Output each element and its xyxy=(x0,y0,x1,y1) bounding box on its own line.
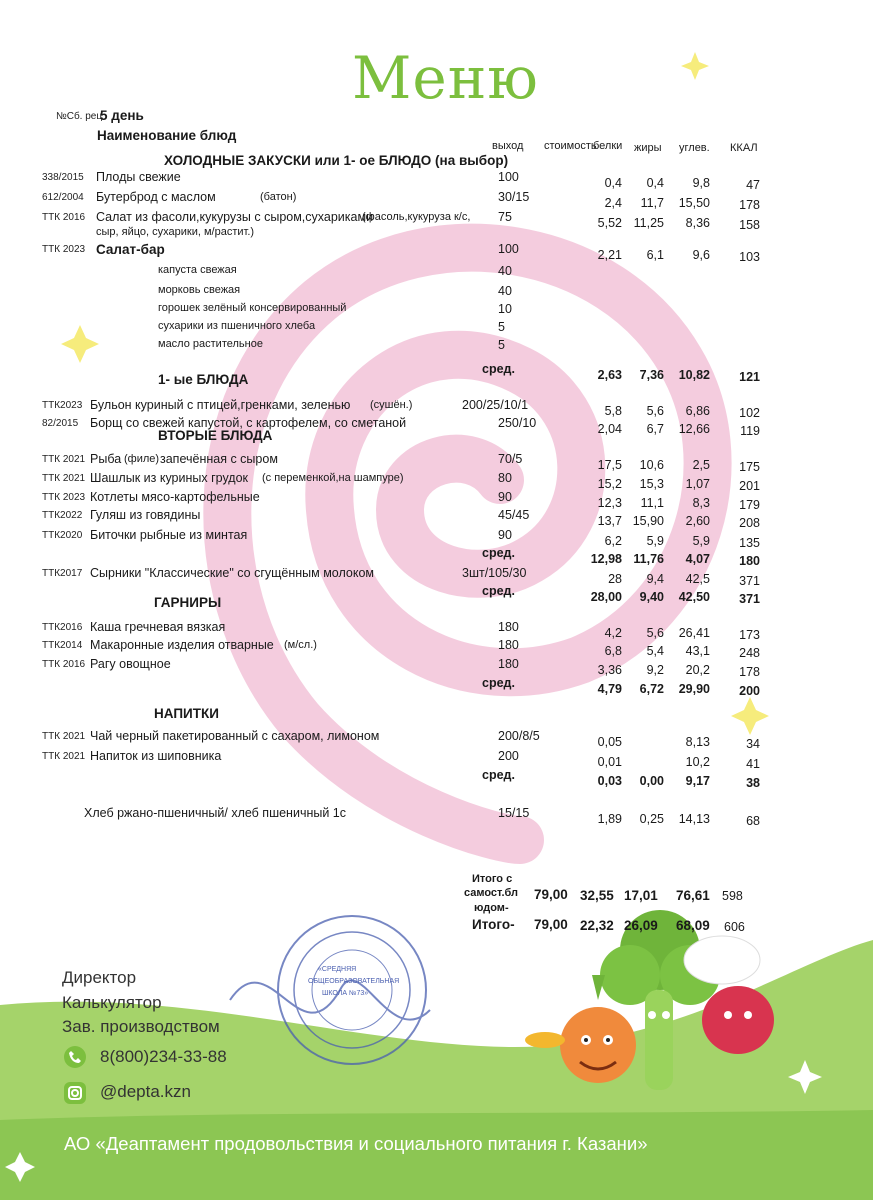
dish-name: Рагу овощное xyxy=(90,657,171,671)
dish-output: 5 xyxy=(498,338,505,352)
dish-carbs: 42,50 xyxy=(678,590,710,604)
dish-kcal: 38 xyxy=(746,776,760,790)
dish-output: сред. xyxy=(482,362,515,376)
page-title: Меню xyxy=(352,44,539,112)
dish-kcal: 173 xyxy=(739,628,760,642)
row-code: ТТК 2023 xyxy=(42,244,86,255)
dish-name: масло растительное xyxy=(158,338,263,350)
phone-number[interactable]: 8(800)234-33-88 xyxy=(100,1047,227,1066)
row-code: 82/2015 xyxy=(42,418,79,429)
dish-fats: 5,9 xyxy=(646,534,664,548)
dish-output: 15/15 xyxy=(498,806,530,820)
dish-output: сред. xyxy=(482,546,515,560)
dish-carbs: 43,1 xyxy=(685,644,710,658)
dish-kcal: 371 xyxy=(739,592,760,606)
dish-output: 200/8/5 xyxy=(498,729,540,743)
dish-output: 180 xyxy=(498,638,519,652)
dish-proteins: 12,3 xyxy=(597,496,622,510)
dish-fats: 9,2 xyxy=(646,663,664,677)
row-code: ТТК 2023 xyxy=(42,492,86,503)
totals-1-proteins: 32,55 xyxy=(580,888,614,903)
dish-carbs: 29,90 xyxy=(678,682,710,696)
dish-fats: 9,40 xyxy=(639,590,664,604)
totals-1-kcal: 598 xyxy=(722,889,743,903)
dish-output: сред. xyxy=(482,768,515,782)
dish-output: сред. xyxy=(482,676,515,690)
dish-fats: 5,4 xyxy=(646,644,664,658)
section-second: ВТОРЫЕ БЛЮДА xyxy=(158,428,273,443)
dish-kcal: 180 xyxy=(739,554,760,568)
dish-name: Рыба xyxy=(90,452,122,466)
dish-proteins: 5,52 xyxy=(597,216,622,230)
dish-kcal: 158 xyxy=(739,218,760,232)
dish-carbs: 8,3 xyxy=(692,496,710,510)
dish-carbs: 6,86 xyxy=(685,404,710,418)
dish-carbs: 15,50 xyxy=(678,196,710,210)
dish-proteins: 28,00 xyxy=(590,590,622,604)
section-cold: ХОЛОДНЫЕ ЗАКУСКИ или 1- ое БЛЮДО (на выбор) xyxy=(164,153,509,168)
dish-fats: 6,7 xyxy=(646,422,664,436)
dish-fats: 9,4 xyxy=(646,572,664,586)
dish-fats: 11,76 xyxy=(633,552,664,566)
section-drinks: НАПИТКИ xyxy=(154,706,219,721)
dish-name: Плоды свежие xyxy=(96,170,181,184)
dish-proteins: 1,89 xyxy=(597,812,622,826)
dish-carbs: 10,82 xyxy=(678,368,710,382)
dish-carbs: 8,36 xyxy=(685,216,710,230)
row-code: ТТК2022 xyxy=(42,510,83,521)
dish-kcal: 371 xyxy=(739,574,760,588)
dish-output: 40 xyxy=(498,264,512,278)
dish-proteins: 5,8 xyxy=(604,404,622,418)
dish-output: 3шт/105/30 xyxy=(462,566,527,580)
dish-output: 100 xyxy=(498,242,519,256)
phone-icon xyxy=(64,1046,86,1068)
dish-proteins: 0,4 xyxy=(604,176,622,190)
instagram-icon xyxy=(64,1082,86,1104)
dish-name: Каша гречневая вязкая xyxy=(90,620,226,634)
dish-note: (с переменкой,на шампуре) xyxy=(262,472,404,484)
dish-carbs: 2,5 xyxy=(692,458,710,472)
dish-proteins: 2,21 xyxy=(597,248,622,262)
dish-carbs: 2,60 xyxy=(685,514,710,528)
dish-output: 75 xyxy=(498,210,512,224)
dish-name: Котлеты мясо-картофельные xyxy=(90,490,260,504)
totals-2-proteins: 22,32 xyxy=(580,918,614,933)
dish-output: сред. xyxy=(482,584,515,598)
header-output: выход xyxy=(492,140,524,152)
dish-proteins: 17,5 xyxy=(597,458,622,472)
row-code: ТТК2017 xyxy=(42,568,83,579)
dish-kcal: 47 xyxy=(746,178,760,192)
dish-fats: 0,00 xyxy=(639,774,664,788)
day-label: 5 день xyxy=(100,108,144,123)
dish-output: 80 xyxy=(498,471,512,485)
dish-name: Биточки рыбные из минтая xyxy=(90,528,248,542)
dish-proteins: 0,01 xyxy=(597,755,622,769)
dish-note: (сушён.) xyxy=(370,399,413,411)
dish-note: (батон) xyxy=(260,191,297,203)
dish-output: 90 xyxy=(498,490,512,504)
dish-carbs: 20,2 xyxy=(685,663,710,677)
dish-carbs: 8,13 xyxy=(685,735,710,749)
totals-label-2: Итого- xyxy=(472,917,515,932)
dish-name: Чай черный пакетированный с сахаром, лимоном xyxy=(90,729,380,743)
dish-fats: 6,72 xyxy=(639,682,664,696)
dish-note: (м/сл.) xyxy=(284,639,317,651)
dish-fats: 15,90 xyxy=(632,514,664,528)
dish-name: Сырники "Классические" со сгущённым молоком xyxy=(90,566,375,580)
dish-fats: 15,3 xyxy=(639,477,664,491)
dish-proteins: 2,04 xyxy=(597,422,622,436)
stamp-line-2: ОБЩЕОБРАЗОВАТЕЛЬНАЯ xyxy=(308,978,400,985)
header-name: Наименование блюд xyxy=(97,128,237,143)
row-code: ТТК 2021 xyxy=(42,731,86,742)
dish-carbs: 14,13 xyxy=(678,812,710,826)
dish-proteins: 6,8 xyxy=(604,644,622,658)
section-first: 1- ые БЛЮДА xyxy=(158,372,249,387)
dish-name: Шашлык из куриных грудок xyxy=(90,471,249,485)
dish-kcal: 179 xyxy=(739,498,760,512)
dish-kcal: 103 xyxy=(739,250,760,264)
row-code: 612/2004 xyxy=(42,192,84,203)
dish-note: (фасоль,кукуруза к/с, xyxy=(362,211,471,223)
dish-name: Бульон куриный с птицей,гренками, зеленью xyxy=(90,398,351,412)
dish-proteins: 12,98 xyxy=(590,552,622,566)
dish-proteins: 4,2 xyxy=(604,626,622,640)
dish-fats: 11,7 xyxy=(640,196,664,210)
dish-name: морковь свежая xyxy=(158,284,241,296)
header-cost: стоимость xyxy=(544,140,597,152)
row-code: ТТК2020 xyxy=(42,530,83,541)
dish-name: Макаронные изделия отварные xyxy=(90,638,274,652)
dish-output: 5 xyxy=(498,320,505,334)
dish-kcal: 34 xyxy=(746,737,760,751)
dish-output: 100 xyxy=(498,170,519,184)
dish-carbs: 4,07 xyxy=(685,552,710,566)
dish-name: Салат из фасоли,кукурузы с сыром,сухариками xyxy=(96,210,374,224)
dish-carbs: 10,2 xyxy=(685,755,710,769)
totals-1-cost: 79,00 xyxy=(534,887,568,902)
row-code: ТТК 2021 xyxy=(42,751,86,762)
dish-output: 90 xyxy=(498,528,512,542)
totals-label-1c: юдом- xyxy=(474,902,509,914)
dish-fats: 11,25 xyxy=(633,216,664,230)
totals-label-1b: самост.бл xyxy=(464,887,519,899)
dish-carbs: 9,6 xyxy=(692,248,710,262)
dish-kcal: 119 xyxy=(740,424,760,438)
dish-kcal: 41 xyxy=(746,757,760,771)
dish-name: Бутерброд с маслом xyxy=(96,190,216,204)
row-code: ТТК 2021 xyxy=(42,454,86,465)
header-fats: жиры xyxy=(634,142,662,154)
dish-kcal: 175 xyxy=(739,460,760,474)
totals-2-carbs: 68,09 xyxy=(676,918,710,933)
row-code: ТТК 2016 xyxy=(42,212,86,223)
dish-carbs: 12,66 xyxy=(678,422,710,436)
row-code: ТТК2014 xyxy=(42,640,83,651)
dish-output: 200 xyxy=(498,749,519,763)
section-sides: ГАРНИРЫ xyxy=(154,595,222,610)
dish-output: 250/10 xyxy=(498,416,537,430)
dish-name: горошек зелёный консервированный xyxy=(158,302,347,314)
day-code: №Сб. рец xyxy=(56,111,103,122)
dish-note: (филе) xyxy=(124,453,160,465)
totals-label-1a: Итого с xyxy=(472,873,513,885)
dish-fats: 7,36 xyxy=(639,368,664,382)
instagram-handle[interactable]: @depta.kzn xyxy=(100,1082,191,1101)
stamp-line-1: «СРЕДНЯЯ xyxy=(318,966,357,973)
dish-proteins: 4,79 xyxy=(597,682,622,696)
signature-director: Директор xyxy=(62,968,137,987)
dish-name: капуста свежая xyxy=(158,264,237,276)
row-code: 338/2015 xyxy=(42,172,84,183)
company-name: АО «Деаптамент продовольствия и социального питания г. Казани» xyxy=(64,1133,648,1154)
dish-output: 30/15 xyxy=(498,190,530,204)
dish-fats: 6,1 xyxy=(646,248,664,262)
dish-kcal: 178 xyxy=(739,665,760,679)
dish-proteins: 6,2 xyxy=(604,534,622,548)
signature-production: Зав. производством xyxy=(62,1017,220,1036)
totals-1-fats: 17,01 xyxy=(624,888,658,903)
dish-output: 200/25/10/1 xyxy=(462,398,529,412)
row-code: ТТК2023 xyxy=(42,400,83,411)
dish-kcal: 68 xyxy=(746,814,760,828)
header-carbs: углев. xyxy=(679,142,710,154)
totals-2-fats: 26,09 xyxy=(624,918,658,933)
signature-calculator: Калькулятор xyxy=(62,993,162,1012)
totals-2-kcal: 606 xyxy=(724,920,745,934)
dish-kcal: 121 xyxy=(739,370,760,384)
dish-fats: 0,25 xyxy=(639,812,664,826)
dish-kcal: 248 xyxy=(739,646,760,660)
dish-name: Борщ со свежей капустой, с картофелем, со сметаной xyxy=(90,416,407,430)
dish-proteins: 2,63 xyxy=(597,368,622,382)
dish-proteins: 15,2 xyxy=(597,477,622,491)
dish-fats: 5,6 xyxy=(646,404,664,418)
dish-output: 40 xyxy=(498,284,512,298)
dish-fats: 11,1 xyxy=(640,496,664,510)
dish-proteins: 0,03 xyxy=(597,774,622,788)
dish-carbs: 42,5 xyxy=(685,572,710,586)
dish-proteins: 2,4 xyxy=(604,196,622,210)
dish-kcal: 208 xyxy=(739,516,760,530)
dish-proteins: 3,36 xyxy=(597,663,622,677)
dish-fats: 0,4 xyxy=(646,176,664,190)
dish-carbs: 9,8 xyxy=(692,176,710,190)
header-proteins: белки xyxy=(593,140,623,152)
dish-output: 180 xyxy=(498,620,519,634)
dish-output: 10 xyxy=(498,302,512,316)
dish-kcal: 201 xyxy=(739,479,760,493)
stamp-line-3: ШКОЛА №73» xyxy=(322,990,369,997)
dish-name: сухарики из пшеничного хлеба xyxy=(158,320,316,332)
totals-2-cost: 79,00 xyxy=(534,917,568,932)
dish-name: Напиток из шиповника xyxy=(90,749,222,763)
dish-carbs: 9,17 xyxy=(685,774,710,788)
dish-output: 45/45 xyxy=(498,508,530,522)
dish-proteins: 13,7 xyxy=(597,514,622,528)
dish-proteins: 0,05 xyxy=(597,735,622,749)
row-code: ТТК 2016 xyxy=(42,659,86,670)
dish-carbs: 5,9 xyxy=(692,534,710,548)
dish-carbs: 26,41 xyxy=(678,626,710,640)
dish-fats: 5,6 xyxy=(646,626,664,640)
dish-output: 180 xyxy=(498,657,519,671)
row-code: ТТК2016 xyxy=(42,622,83,633)
dish-output: 70/5 xyxy=(498,452,523,466)
dish-name: сыр, яйцо, сухарики, м/растит.) xyxy=(96,226,255,238)
dish-kcal: 102 xyxy=(739,406,760,420)
dish-kcal: 178 xyxy=(739,198,760,212)
dish-proteins: 28 xyxy=(608,572,622,586)
row-code: ТТК 2021 xyxy=(42,473,86,484)
dish-carbs: 1,07 xyxy=(685,477,710,491)
header-kcal: ККАЛ xyxy=(730,142,758,154)
dish-name: Салат-бар xyxy=(96,242,165,257)
dish-kcal: 135 xyxy=(739,536,760,550)
dish-name: Хлеб ржано-пшеничный/ хлеб пшеничный 1с xyxy=(84,806,346,820)
dish-name-cont: запечённая с сыром xyxy=(160,452,278,466)
totals-1-carbs: 76,61 xyxy=(676,888,710,903)
dish-kcal: 200 xyxy=(739,684,760,698)
dish-name: Гуляш из говядины xyxy=(90,508,201,522)
dish-fats: 10,6 xyxy=(639,458,664,472)
